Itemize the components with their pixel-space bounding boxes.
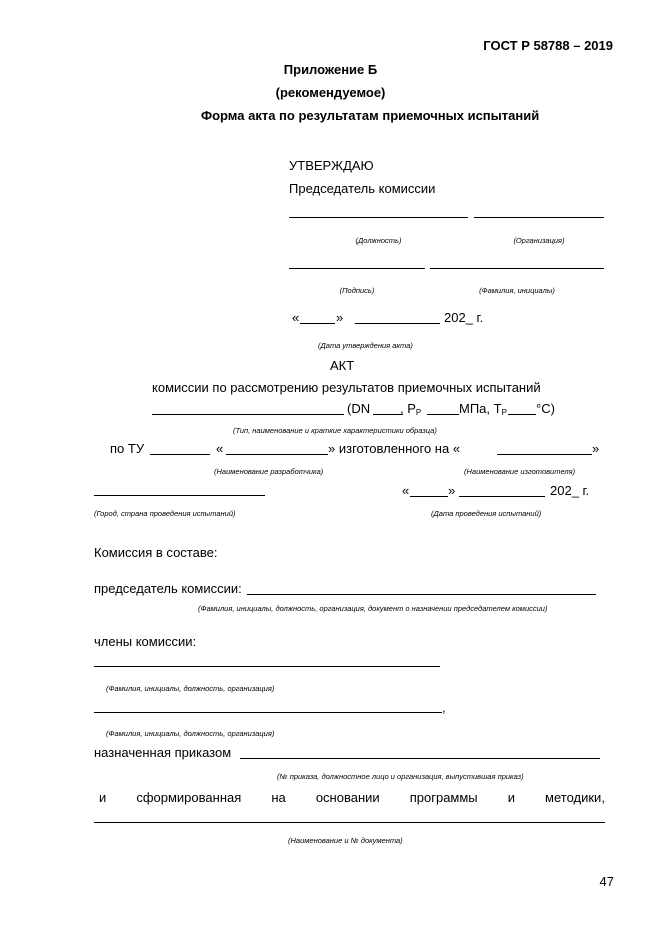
test-date-caption: (Дата проведения испытаний) — [431, 509, 542, 518]
document-line[interactable] — [94, 822, 605, 823]
approve-year: 202_ г. — [444, 310, 484, 325]
developer-line[interactable] — [226, 454, 328, 455]
position-line[interactable] — [289, 217, 468, 218]
appendix-status: (рекомендуемое) — [275, 85, 386, 100]
formed-word: и — [99, 790, 107, 805]
formed-word: методики, — [545, 790, 605, 805]
developer-quote-open: « — [216, 441, 224, 456]
test-month-line[interactable] — [459, 496, 545, 497]
approve-date-open: « — [292, 310, 300, 325]
deg-close: °C) — [536, 401, 555, 416]
tu-number-line[interactable] — [150, 454, 210, 455]
formed-word: программы — [409, 790, 478, 805]
name-caption: (Фамилия, инициалы) — [479, 286, 555, 295]
position-caption: (Должность) — [355, 236, 402, 245]
member1-line[interactable] — [94, 666, 440, 667]
order-caption: (№ приказа, должностное лицо и организация, выпустившая приказ) — [277, 772, 524, 781]
signature-caption: (Подпись) — [339, 286, 375, 295]
formed-word: основании — [315, 790, 380, 805]
manufacturer-caption: (Наименование изготовителя) — [464, 467, 576, 476]
organization-caption: (Организация) — [513, 236, 565, 245]
manufacturer-line[interactable] — [497, 454, 592, 455]
members-label: члены комиссии: — [94, 634, 197, 649]
city-line[interactable] — [94, 495, 265, 496]
approve-chairman: Председатель комиссии — [289, 181, 436, 196]
formed-word: на — [271, 790, 286, 805]
approve-month-line[interactable] — [355, 323, 440, 324]
test-date-open: « — [402, 483, 410, 498]
commission-composition: Комиссия в составе: — [94, 545, 218, 560]
formed-word: и — [507, 790, 515, 805]
temp-line[interactable] — [508, 414, 536, 415]
approve-date-mid: » — [336, 310, 344, 325]
dn-line[interactable] — [373, 414, 403, 415]
temp-label: МПа, $T_P$ — [459, 401, 507, 417]
test-day-line[interactable] — [410, 496, 448, 497]
order-label: назначенная приказом — [94, 745, 232, 760]
test-year: 202_ г. — [550, 483, 590, 498]
act-title: АКТ — [330, 358, 355, 373]
organization-line[interactable] — [474, 217, 604, 218]
member2-comma: , — [442, 700, 446, 715]
type-caption: (Тип, наименование и краткие характеристики образца) — [233, 426, 437, 435]
pressure-line[interactable] — [427, 414, 459, 415]
member1-caption: (Фамилия, инициалы, должность, организация) — [106, 684, 275, 693]
approve-title: УТВЕРЖДАЮ — [289, 158, 374, 173]
member2-caption: (Фамилия, инициалы, должность, организация) — [106, 729, 275, 738]
developer-caption: (Наименование разработчика) — [214, 467, 324, 476]
approve-day-line[interactable] — [300, 323, 335, 324]
form-title: Форма акта по результатам приемочных испытаний — [201, 108, 540, 123]
document-caption: (Наименование и № документа) — [288, 836, 403, 845]
dn-open: (DN — [347, 401, 371, 416]
formed-line — [99, 790, 605, 805]
signature-line[interactable] — [289, 268, 425, 269]
formed-word: сформированная — [136, 790, 242, 805]
chairman-caption: (Фамилия, инициалы, должность, организация, документ о назначении председателем комиссии) — [198, 604, 548, 613]
chairman-label: председатель комиссии: — [94, 581, 242, 596]
manufactured-text: » изготовленного на « — [328, 441, 461, 456]
chairman-line[interactable] — [247, 594, 596, 595]
member2-line[interactable] — [94, 712, 442, 713]
type-line[interactable] — [152, 414, 344, 415]
page-number: 47 — [599, 874, 614, 889]
city-caption: (Город, страна проведения испытаний) — [94, 509, 236, 518]
approve-date-caption: (Дата утверждения акта) — [318, 341, 413, 350]
manufacturer-quote-close: » — [592, 441, 600, 456]
pressure-label: , $P_P$ — [400, 401, 422, 417]
test-date-mid: » — [448, 483, 456, 498]
order-line[interactable] — [240, 758, 600, 759]
appendix-title: Приложение Б — [283, 62, 378, 77]
standard-number: ГОСТ Р 58788 – 2019 — [483, 38, 613, 53]
name-line[interactable] — [430, 268, 604, 269]
tu-prefix: по ТУ — [110, 441, 145, 456]
act-subtitle: комиссии по рассмотрению результатов приемочных испытаний — [152, 380, 541, 395]
